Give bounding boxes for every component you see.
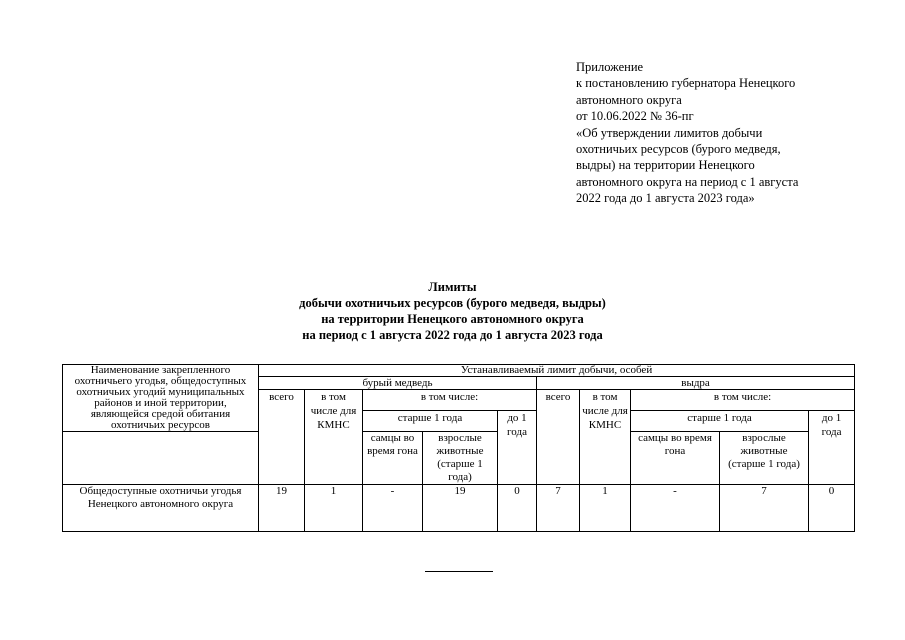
name-column-header: Наименование закрепленного охотничьего угодья, общедоступных охотничьих угодий муниципальных районов и иной территории, являющейся средой обитания охотничьих ресурсов (63, 365, 259, 432)
otter-kmns-header: в том числе для КМНС (580, 390, 631, 485)
otter-including-header: в том числе: (631, 390, 855, 411)
otter-females-value: - (631, 485, 720, 532)
appendix-line: Приложение (576, 60, 644, 74)
otter-under1-value: 0 (809, 485, 855, 532)
title-line: на территории Ненецкого автономного округа (321, 312, 584, 326)
otter-total-value: 7 (537, 485, 580, 532)
bear-over1-header: старше 1 года (363, 411, 498, 432)
appendix-line: к постановлению губернатора Ненецкого (576, 76, 796, 91)
bear-header: бурый медведь (259, 377, 537, 390)
appendix-line: от 10.06.2022 № 36-пг (576, 109, 694, 124)
bear-females-header: самцы во время гона (363, 432, 423, 485)
appendix-line: 2022 года до 1 августа 2023 года» (576, 191, 755, 206)
bear-total-header: всего (259, 390, 305, 485)
title-line: Лимиты (428, 280, 477, 294)
bear-adults-value: 19 (423, 485, 498, 532)
appendix-block (576, 59, 876, 207)
bear-females-value: - (363, 485, 423, 532)
bear-kmns-header: в том числе для КМНС (305, 390, 363, 485)
appendix-line: охотничьих ресурсов (бурого медведя, (576, 142, 781, 157)
name-header-continuation (63, 432, 259, 485)
bear-including-header: в том числе: (363, 390, 537, 411)
closing-divider (425, 571, 493, 572)
appendix-line: автономного округа на период с 1 августа (576, 174, 799, 189)
otter-total-header: всего (537, 390, 580, 485)
appendix-line: автономного округа (576, 92, 682, 107)
otter-under1-header: до 1 года (809, 411, 855, 485)
title-line: добычи охотничьих ресурсов (бурого медведя, выдры) (299, 296, 606, 310)
otter-over1-header: старше 1 года (631, 411, 809, 432)
otter-adults-header: взрослые животные (старше 1 года) (720, 432, 809, 485)
limits-table (62, 364, 855, 532)
limit-header: Устанавливаемый лимит добычи, особей (259, 365, 855, 377)
bear-kmns-value: 1 (305, 485, 363, 532)
otter-females-header: самцы во время гона (631, 432, 720, 485)
bear-under1-header: до 1 года (498, 411, 537, 485)
otter-adults-value: 7 (720, 485, 809, 532)
otter-header: выдра (537, 377, 855, 390)
appendix-line: «Об утверждении лимитов добычи (576, 125, 763, 140)
bear-under1-value: 0 (498, 485, 537, 532)
otter-kmns-value: 1 (580, 485, 631, 532)
table-row (63, 485, 855, 532)
bear-total-value: 19 (259, 485, 305, 532)
document-title (0, 279, 905, 343)
appendix-line: выдры) на территории Ненецкого (576, 158, 755, 173)
row-name: Общедоступные охотничьи угодья Ненецкого автономного округа (63, 485, 259, 532)
bear-adults-header: взрослые животные (старше 1 года) (423, 432, 498, 485)
title-line: на период с 1 августа 2022 года до 1 августа 2023 года (302, 328, 603, 342)
